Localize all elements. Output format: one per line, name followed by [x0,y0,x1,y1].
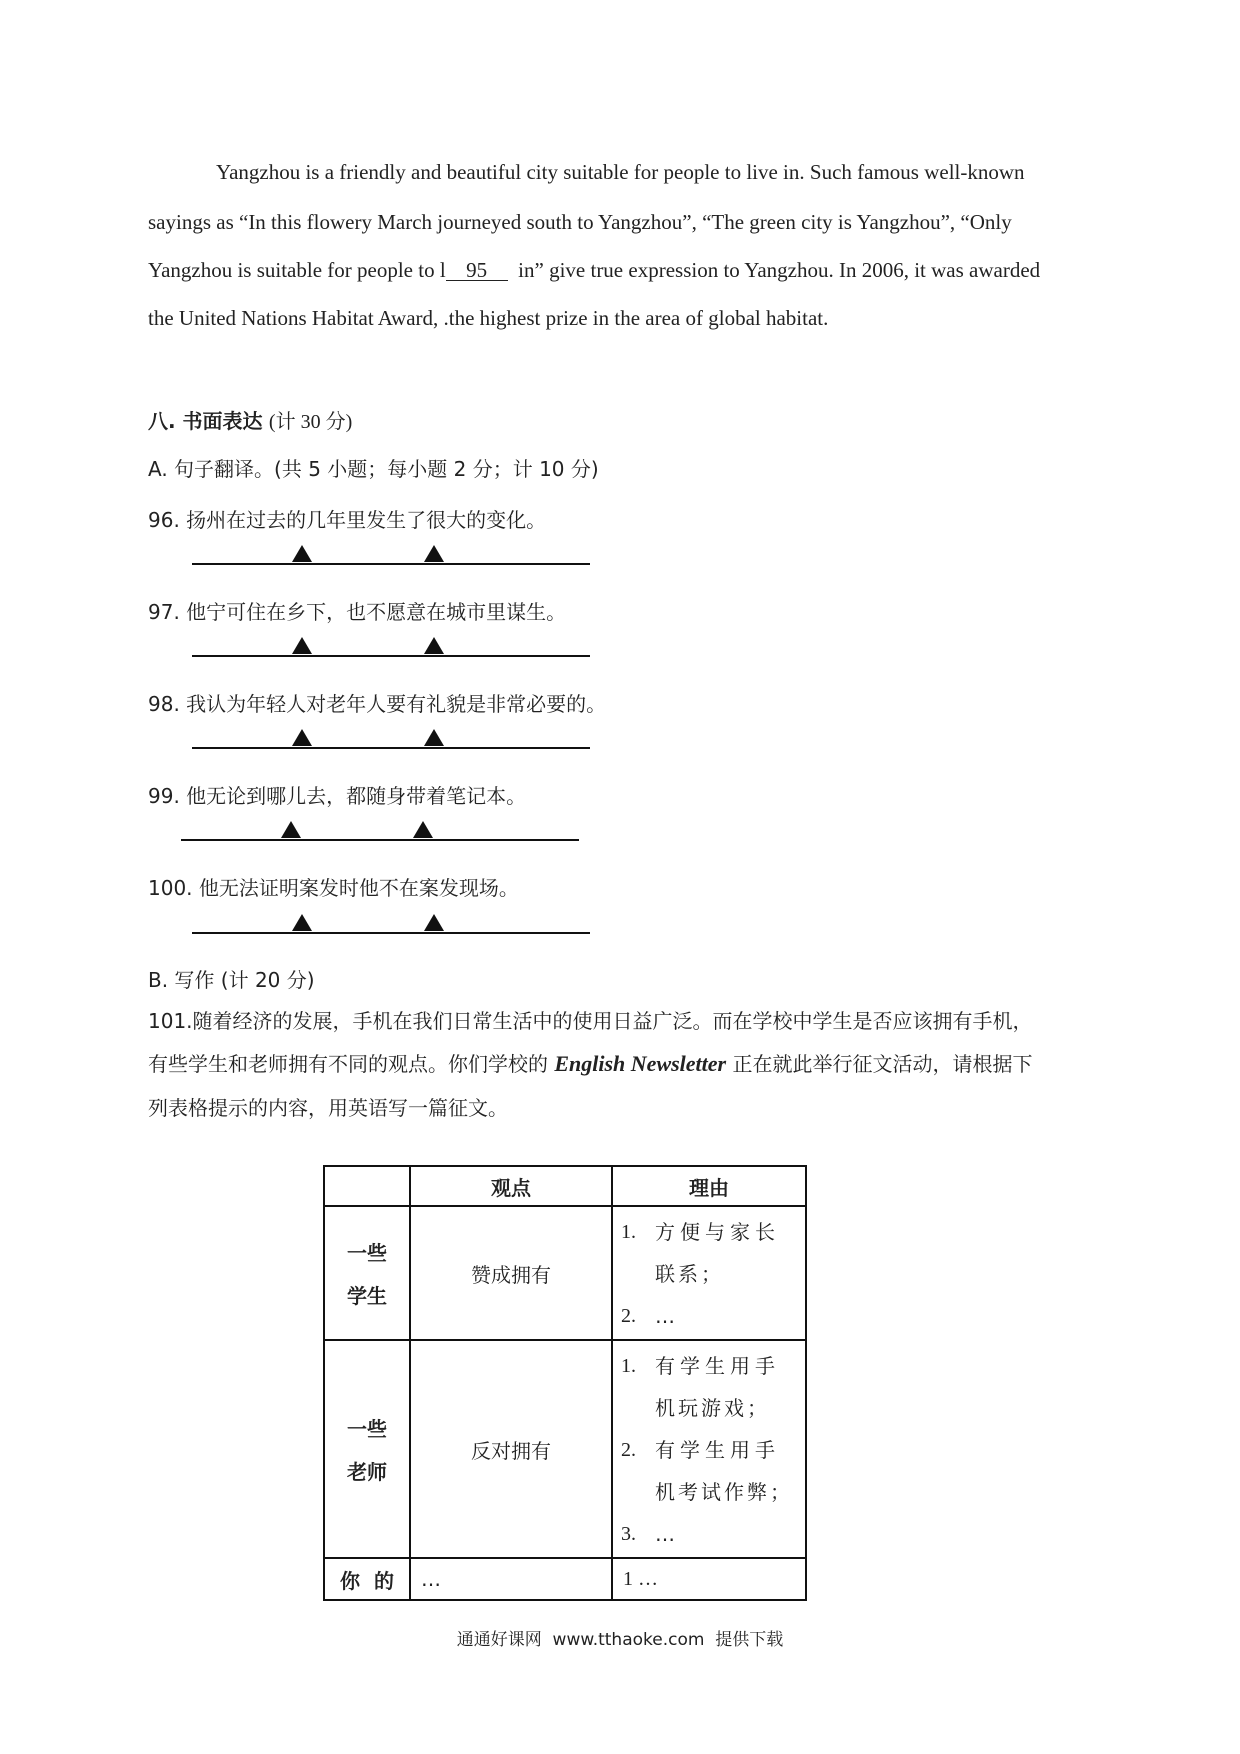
reason-number: 2. [621,1305,636,1327]
reason-text-cont: 机玩游戏； [655,1396,770,1420]
triangle-marker [292,914,312,931]
header-reason: 理由 [612,1166,806,1206]
who-line-2: 老师 [347,1460,387,1484]
table-row [324,1340,806,1558]
table-corner-cell [324,1166,410,1206]
reason-cell [612,1340,806,1558]
question-96: 96. 扬州在过去的几年里发生了很大的变化。 [148,508,547,532]
part-a-heading: A. 句子翻译。(共 5 小题；每小题 2 分；计 10 分) [148,457,599,481]
triangle-marker [281,821,301,838]
reason-number: 2. [621,1439,636,1461]
triangle-marker [424,729,444,746]
blank-95[interactable]: 95 [446,260,508,281]
triangle-marker [424,545,444,562]
q101-line-2-after: 正在就此举行征文活动，请根据下 [726,1052,1033,1076]
reason-text: 有学生用手 [655,1438,780,1462]
who-line-1: 一些 [347,1417,387,1441]
question-100: 100. 他无法证明案发时他不在案发现场。 [148,876,519,900]
answer-line-98[interactable] [192,747,590,749]
reason-number: 1. [621,1221,636,1243]
who-cell: 你 的 [324,1558,410,1600]
table-header-row [324,1166,806,1206]
reason-text: 有学生用手 [655,1354,780,1378]
question-99: 99. 他无论到哪儿去，都随身带着笔记本。 [148,784,527,808]
passage-line-4: the United Nations Habitat Award, .the highest prize in the area of global habitat. [148,306,829,330]
reason-cell [612,1206,806,1340]
triangle-marker [413,821,433,838]
section-score: (计 30 分) [268,411,353,433]
newsletter-name: English Newsletter [554,1051,727,1076]
question-101-line-2 [148,1048,1032,1077]
question-101-line-3: 列表格提示的内容，用英语写一篇征文。 [148,1096,508,1120]
q101-line-2-before: 有些学生和老师拥有不同的观点。你们学校的 [148,1052,555,1076]
passage-line-3-after: in” give true expression to Yangzhou. In 2006, it was awarded [518,258,1041,282]
passage-line-1: Yangzhou is a friendly and beautiful city suitable for people to live in. Such famous well-known [216,160,1025,184]
view-cell: 反对拥有 [410,1340,612,1558]
question-97: 97. 他宁可住在乡下，也不愿意在城市里谋生。 [148,600,567,624]
who-cell [324,1206,410,1340]
view-cell[interactable]: … [410,1558,612,1600]
passage-line-3-before: Yangzhou is suitable for people to l [148,258,446,282]
answer-line-100[interactable] [192,932,590,934]
who-line-1: 一些 [347,1241,387,1265]
opinion-table [323,1165,807,1601]
who-cell [324,1340,410,1558]
triangle-marker [424,637,444,654]
triangle-marker [292,545,312,562]
section-heading [148,405,352,434]
question-98: 98. 我认为年轻人对老年人要有礼貌是非常必要的。 [148,692,607,716]
reason-text: … [655,1522,675,1546]
page-footer: 通通好课网 www.tthaoke.com 提供下载 [456,1630,784,1650]
reason-text: 方便与家长 [655,1220,780,1244]
triangle-marker [292,637,312,654]
passage-line-2: sayings as “In this flowery March journeyed south to Yangzhou”, “The green city is Yangzhou”, “Only [148,210,1012,234]
reason-number: 1. [621,1355,636,1377]
triangle-marker [424,914,444,931]
question-101-line-1: 101.随着经济的发展，手机在我们日常生活中的使用日益广泛。而在学校中学生是否应该拥有手机， [148,1009,1033,1033]
answer-line-96[interactable] [192,563,590,565]
answer-line-99[interactable] [181,839,579,841]
reason-text: … [655,1304,675,1328]
table-row [324,1558,806,1600]
part-b-heading: B. 写作 (计 20 分) [148,968,315,992]
reason-number: 3. [621,1523,636,1545]
reason-text-cont: 联系； [655,1262,724,1286]
table-row [324,1206,806,1340]
triangle-marker [292,729,312,746]
who-line-2: 学生 [347,1284,387,1308]
passage-line-3 [148,258,1040,283]
answer-line-97[interactable] [192,655,590,657]
reason-text-cont: 机考试作弊； [655,1480,793,1504]
section-title: 八. 书面表达 [148,409,263,433]
view-cell: 赞成拥有 [410,1206,612,1340]
header-view: 观点 [410,1166,612,1206]
reason-cell[interactable]: 1 … [612,1558,806,1600]
